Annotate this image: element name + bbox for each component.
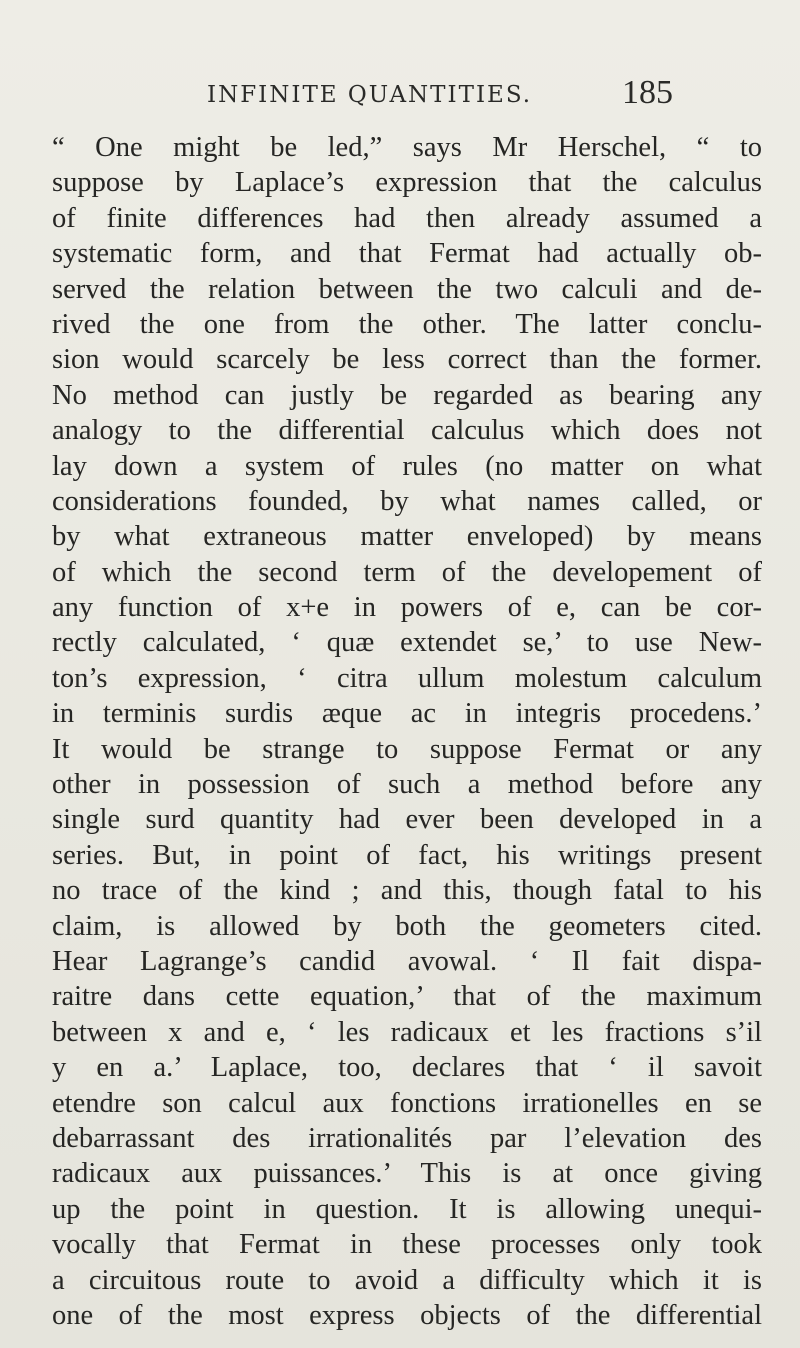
text-line: in terminis surdis æque ac in integris procedens.’ (52, 698, 762, 730)
text-line: claim, is allowed by both the geometers cited. (52, 910, 762, 942)
text-line: between x and e, ‘ les radicaux et les fractions s’il (52, 1016, 762, 1048)
text-line: sion would scarcely be less correct than the former. (52, 344, 762, 376)
text-line: No method can justly be regarded as bearing any (52, 379, 762, 411)
text-line: lay down a system of rules (no matter on what (52, 450, 762, 482)
text-line: ton’s expression, ‘ citra ullum molestum calculum (52, 662, 762, 694)
text-line: y en a.’ Laplace, too, declares that ‘ il savoit (52, 1052, 762, 1084)
text-line: any function of x+e in powers of e, can be cor- (52, 592, 762, 624)
text-line: series. But, in point of fact, his writings present (52, 839, 762, 871)
page-number: 185 (622, 74, 673, 111)
text-line: suppose by Laplace’s expression that the calculus (52, 167, 762, 199)
text-line: analogy to the differential calculus which does not (52, 415, 762, 447)
text-line: one of the most express objects of the differential (52, 1299, 762, 1331)
page-header (0, 74, 800, 118)
text-line: “ One might be led,” says Mr Herschel, “ to (52, 132, 762, 163)
text-line: debarrassant des irrationalités par l’elevation des (52, 1122, 762, 1154)
text-line: of which the second term of the developement of (52, 556, 762, 588)
body-text (52, 130, 762, 1333)
text-line: etendre son calcul aux fonctions irrationelles en se (52, 1087, 762, 1119)
text-line: a circuitous route to avoid a difficulty which it is (52, 1264, 762, 1296)
text-line: radicaux aux puissances.’ This is at once giving (52, 1158, 762, 1190)
text-line: rectly calculated, ‘ quæ extendet se,’ to use New- (52, 627, 762, 659)
text-line: of finite differences had then already assumed a (52, 202, 762, 234)
text-line: Hear Lagrange’s candid avowal. ‘ Il fait dispa- (52, 945, 762, 977)
text-line: rived the one from the other. The latter conclu- (52, 308, 762, 340)
text-line: up the point in question. It is allowing unequi- (52, 1193, 762, 1225)
running-head: INFINITE QUANTITIES. (207, 82, 533, 108)
text-line: no trace of the kind ; and this, though fatal to his (52, 875, 762, 907)
text-line: served the relation between the two calculi and de- (52, 273, 762, 305)
text-line: single surd quantity had ever been developed in a (52, 804, 762, 836)
text-line: It would be strange to suppose Fermat or any (52, 733, 762, 765)
text-line: vocally that Fermat in these processes only took (52, 1229, 762, 1261)
text-line: systematic form, and that Fermat had actually ob- (52, 238, 762, 270)
text-line: other in possession of such a method before any (52, 769, 762, 801)
text-line: raitre dans cette equation,’ that of the maximum (52, 981, 762, 1013)
text-line: by what extraneous matter enveloped) by means (52, 521, 762, 553)
text-line: considerations founded, by what names called, or (52, 485, 762, 517)
